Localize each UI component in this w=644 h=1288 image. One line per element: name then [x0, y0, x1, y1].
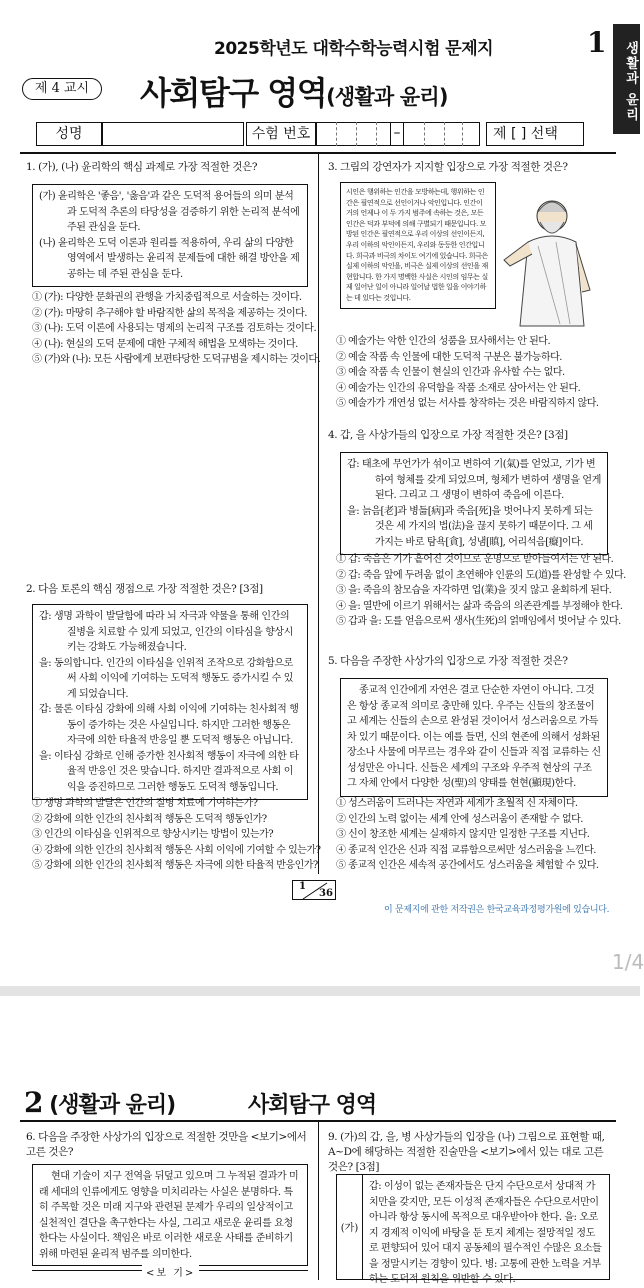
dialogue-line: 갑: 생명 과학이 발달함에 따라 뇌 자극과 약물을 통해 인간의 질병을 치료할 수 있게 되었고, 인간의 이타심을 향상시키는 강화도 가능해졌습니다. — [39, 611, 293, 653]
question-4-options — [336, 552, 626, 630]
option-2[interactable]: ② 강화에 의한 인간의 친사회적 행동은 도덕적 행동인가? — [32, 813, 267, 825]
question-1-options — [32, 290, 321, 368]
page2-number: 2 — [24, 1086, 43, 1119]
option-3[interactable]: ③ (나): 도덕 이론에 사용되는 명제의 논리적 구조를 검토하는 것이다. — [32, 323, 317, 334]
subject-side-tab: 생활과 윤리 — [613, 24, 640, 134]
option-2[interactable]: ② 예술 작품 속 인물에 대한 도덕적 구분은 불가능하다. — [336, 351, 562, 363]
digit-separator — [336, 122, 337, 146]
session-badge: 제 4 교시 — [22, 78, 102, 100]
question-3-options — [336, 334, 616, 412]
option-3[interactable]: ③ 예술 작품 속 인물이 현실의 인간과 유사할 수는 없다. — [336, 367, 565, 378]
exam-no-dash: – — [390, 122, 404, 146]
option-1[interactable]: ① (가): 다양한 문화권의 관행을 가치중립적으로 서술하는 것이다. — [32, 292, 302, 303]
title-main: 사회탐구 영역 — [140, 74, 327, 112]
q9-label-ga: (가) — [336, 1174, 362, 1280]
passage-na: (나) 윤리학은 도덕 이론과 원리를 적용하여, 우리 삶의 다양한 영역에서 발생하는 윤리적 문제들에 대한 해결 방안을 제공하는 데 주된 관심을 둔다. — [39, 237, 300, 280]
bogi-label: <보 기> — [142, 1264, 199, 1279]
dialogue-line: 갑: 물론 이타심 강화에 의해 사회 이익에 기여하는 친사회적 행동이 증가하는 것은 사실입니다. 하지만 그러한 행동은 자극에 의한 타율적 반응일 뿐 도덕적 행동은 아닙니다. — [39, 704, 299, 746]
digit-separator — [444, 122, 445, 146]
question-5-options — [336, 796, 616, 874]
digit-separator — [424, 122, 425, 146]
option-2[interactable]: ② 인간의 노력 없이는 세계 안에 성스러움이 존재할 수 없다. — [336, 813, 583, 825]
question-6-passage: 현대 기술이 지구 전역을 뒤덮고 있으며 그 누적된 결과가 미래 세대의 인류에게도 영향을 미치리라는 사실은 분명하다. 특히 주목할 것은 미래 지구와 관련된 문제가 우리의 일상적이고 실천적인 결단을 촉구한다는 사실, 그리고 새로운 윤리를 요청한다는 사실이다. 책임은 바로 이러한 새로운 사태를 준비하기 위해 마련된 윤리적 범주를 의미한다. — [32, 1164, 308, 1266]
question-2-passage — [32, 604, 308, 800]
exam-title: 2025학년도 대학수학능력시험 문제지 — [214, 39, 494, 59]
dialogue-line: 을: 동의합니다. 인간의 이타심을 인위적 조작으로 강화함으로써 사회 이익에 기여하는 도덕적 행동도 증가시킬 수 있게 되었습니다. — [39, 657, 293, 700]
question-4-stem: 4. 갑, 을 사상가들의 입장으로 가장 적절한 것은? [3점] — [328, 429, 568, 441]
page-counter — [292, 880, 336, 900]
question-1-stem: 1. (가), (나) 윤리학의 핵심 과제로 가장 적절한 것은? — [26, 161, 258, 173]
speech-bubble: 시인은 행위하는 인간을 모방하는데, 행위하는 인간은 필연적으로 선인이거나 악인입니다. 인간이 거의 언제나 이 두 가지 범주에 속하는 것은, 모든 인간은 덕과 부덕에 의해 구별되기 때문입니다. 모방된 인간은 필연적으로 우리 이상의 선인이든지, 우리 이하의 악인이든지, 우리와 동등한 인간입니다. 희극과 비극의 차이도 여기에 있습니다. 희극은 실제 이하의 악인을, 비극은 실제 이상의 선인을 재현합니다. 한 가지 명백한 사실은 시인의 임무는 실제 일어난 일이 아니라 일어날 법한 일을 이야기하는 데 있다는 것입니다. — [340, 182, 496, 309]
question-9-passage: 갑: 이성이 없는 존재자들은 단지 수단으로서 상대적 가치만을 갖지만, 모든 이성적 존재자들은 수단으로서만이 아니라 항상 동시에 목적으로 대우받아야 한다. 을: 오로지 경제적 이익에 바탕을 둔 토지 체계는 절망적일 정도로 편향되어 있어 대지 공동체의 필수적인 수많은 요소들을 정말시키는 경향이 있다. 병: 고통에 관한 노력을 거부하는 도덕적 원칙을 위반할 수 있다. — [362, 1174, 610, 1280]
option-5[interactable]: ⑤ 종교적 인간은 세속적 공간에서도 성스러움을 체험할 수 있다. — [336, 860, 599, 871]
passage-ga: (가) 윤리학은 '좋음', '옳음'과 같은 도덕적 용어들의 의미 분석과 도덕적 추론의 타당성을 검증하기 위한 논리적 분석에 주된 관심을 둔다. — [39, 191, 300, 233]
candidate-info-row — [36, 122, 584, 146]
page2-subject: (생활과 윤리) — [49, 1093, 176, 1118]
option-5[interactable]: ⑤ (가)와 (나): 모든 사람에게 보편타당한 도덕규범을 제시하는 것이다. — [32, 354, 321, 365]
option-1[interactable]: ① 생명 과학의 발달은 인간의 질병 치료에 기여하는가? — [32, 798, 258, 809]
digit-separator — [462, 122, 463, 146]
option-2[interactable]: ② 갑: 죽음 앞에 두려움 없이 초연해야 인륜의 도(道)를 완성할 수 있다. — [336, 569, 626, 581]
name-label: 성명 — [36, 122, 102, 146]
exam-no-label: 수험 번호 — [246, 122, 316, 146]
page-number: 1 — [587, 26, 607, 59]
philosopher-illustration-icon — [498, 190, 606, 328]
option-1[interactable]: ① 예술가는 악한 인간의 성품을 묘사해서는 안 된다. — [336, 336, 551, 347]
question-1-passage — [32, 184, 308, 287]
option-2[interactable]: ② (가): 마땅히 추구해야 할 바람직한 삶의 목적을 제공하는 것이다. — [32, 307, 307, 319]
question-2-options — [32, 796, 321, 874]
name-field[interactable] — [102, 122, 244, 146]
option-4[interactable]: ④ 종교적 인간은 신과 직접 교류함으로써만 성스러움을 느낀다. — [336, 844, 596, 856]
exam-page-2 — [0, 996, 640, 1285]
option-5[interactable]: ⑤ 강화에 의한 인간의 친사회적 행동은 자극에 의한 타율적 반응인가? — [32, 860, 318, 871]
question-2-stem: 2. 다음 토론의 핵심 쟁점으로 가장 적절한 것은? [3점] — [26, 583, 263, 595]
option-3[interactable]: ③ 신이 창조한 세계는 실재하지 않지만 일정한 구조를 지닌다. — [336, 829, 590, 840]
subject-select-field[interactable]: 제 [ ] 선택 — [486, 122, 584, 146]
option-4[interactable]: ④ 강화에 의한 인간의 친사회적 행동은 사회 이익에 기여할 수 있는가? — [32, 844, 321, 856]
page-current: 1 — [299, 881, 306, 892]
option-4[interactable]: ④ 예술가는 인간의 유덕함을 작품 소재로 삼아서는 안 된다. — [336, 382, 581, 394]
page-gap — [0, 986, 640, 996]
option-5[interactable]: ⑤ 갑과 을: 도를 얻음으로써 생사(生死)의 얽매임에서 벗어날 수 있다. — [336, 616, 621, 627]
question-5-passage: 종교적 인간에게 자연은 결코 단순한 자연이 아니다. 그것은 항상 종교적 의미로 충만해 있다. 우주는 신들의 창조물이고 세계는 신들의 손으로 완성된 것이어서 성스러움으로 가득 차 있기 때문이다. 이는 예를 들면, 신의 현존에 의해서 성화된 장소나 사물에 머무르는 경우와 같이 신들과 직접 교류하는 신성성만은 아니다. 신들은 세계의 구조와 우주적 현상의 구조 그 자체 안에서 다양한 성(聖)의 양태를 현현(顯現)한다. — [340, 678, 608, 797]
question-6-stem: 6. 다음을 주장한 사상가의 입장으로 적절한 것만을 <보기>에서 고른 것은? — [26, 1131, 307, 1158]
question-9-stem: 9. (가)의 갑, 을, 병 사상가들의 입장을 (나) 그림으로 표현할 때, A~D에 해당하는 적절한 진술만을 <보기>에서 있는 대로 고른 것은? [3점] — [328, 1131, 605, 1173]
viewer-page-indicator: 1/4 — [612, 950, 644, 974]
passage-eul: 을: 늙음[老]과 병듦[病]과 죽음[死]을 벗어나지 못하게 되는 것은 세 가지의 법(法)을 끊지 못하기 때문이다. 그 세 가지는 바로 탐욕[貪], 성냄[瞋], 어리석음[癡]이다. — [347, 505, 593, 548]
option-5[interactable]: ⑤ 예술가가 개연성 없는 서사를 창작하는 것은 바람직하지 않다. — [336, 398, 599, 409]
main-title — [140, 68, 448, 114]
option-3[interactable]: ③ 인간의 이타심을 인위적으로 향상시키는 방법이 있는가? — [32, 829, 274, 840]
question-5-stem: 5. 다음을 주장한 사상가의 입장으로 가장 적절한 것은? — [328, 655, 568, 667]
option-3[interactable]: ③ 을: 죽음의 참모습을 자각하면 업(業)을 짓지 않고 윤회하게 된다. — [336, 585, 612, 596]
option-4[interactable]: ④ (나): 현실의 도덕 문제에 대한 구체적 해법을 모색하는 것이다. — [32, 338, 298, 350]
passage-gap: 갑: 태초에 무언가가 섞이고 변하여 기(氣)를 얻었고, 기가 변하여 형체를 갖게 되었으며, 형체가 변하여 생명을 얻게 된다. 그리고 그 생명이 변하여 죽음에 이른다. — [347, 459, 601, 501]
copyright-note: 이 문제지에 관한 저작권은 한국교육과정평가원에 있습니다. — [384, 905, 610, 915]
page-total: 36 — [319, 888, 333, 899]
page2-title: 사회탐구 영역 — [248, 1093, 377, 1118]
question-3-stem: 3. 그림의 강연자가 지지할 입장으로 가장 적절한 것은? — [328, 161, 568, 173]
option-1[interactable]: ① 갑: 죽음은 기가 흩어진 것이므로 운명으로 받아들여서는 안 된다. — [336, 554, 614, 565]
question-4-passage — [340, 452, 608, 555]
page2-header — [24, 1086, 175, 1119]
page2-column-divider — [318, 1120, 319, 1280]
option-4[interactable]: ④ 을: 열반에 이르기 위해서는 삶과 죽음의 의존관계를 부정해야 한다. — [336, 600, 623, 612]
option-1[interactable]: ① 성스러움이 드러나는 자연과 세계가 초월적 신 자체이다. — [336, 798, 578, 809]
column-divider — [318, 152, 319, 874]
digit-separator — [356, 122, 357, 146]
title-sub: (생활과 윤리) — [326, 85, 448, 109]
dialogue-line: 을: 이타심 강화로 인해 증가한 친사회적 행동이 자극에 의한 타율적 반응인 것은 맞습니다. 하지만 결과적으로 사회 이익을 증진하므로 그러한 행동도 도덕적 행동입니다. — [39, 750, 299, 793]
digit-separator — [376, 122, 377, 146]
